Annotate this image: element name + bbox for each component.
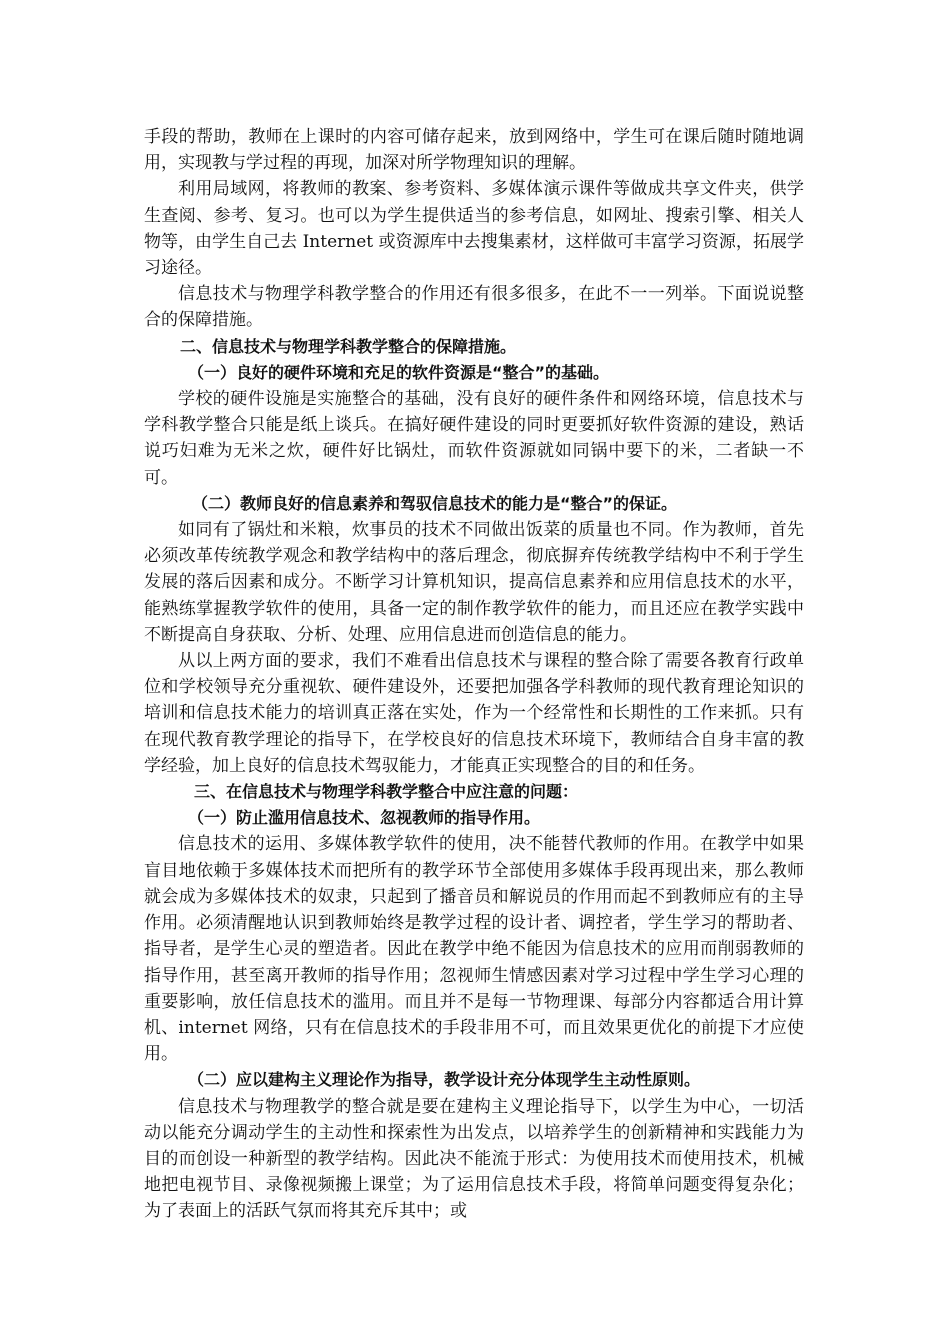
paragraph-teacher-literacy: 如同有了锅灶和米粮，炊事员的技术不同做出饭菜的质量也不同。作为教师，首先必须改革传统教学观念和教学结构中的落后理念，彻底摒弃传统教学结构中不利于学生发展的落后因素和成分。不断学习计算机知识，提高信息素养和应用信息技术的水平，能熟练掌握教学软件的使用，具备一定的制作教学软件的能力，而且还应在教学实践中不断提高自身获取、分析、处理、应用信息进而创造信息的能力。	[144, 520, 804, 645]
paragraph-constructivism: 信息技术与物理教学的整合就是要在建构主义理论指导下，以学生为中心，一切活动以能充分调动学生的主动性和探索性为出发点，以培养学生的创新精神和实践能力为目的而创设一种新型的教学结构。因此决不能流于形式：为使用技术而使用技术，机械地把电视节目、录像视频搬上课堂；为了运用信息技术手段，将简单问题变得复杂化；为了表面上的活跃气氛而将其充斥其中；或	[144, 1096, 804, 1222]
paragraph-transition: 信息技术与物理学科教学整合的作用还有很多很多，在此不一一列举。下面说说整合的保障措施。	[144, 284, 804, 331]
paragraph-requirements: 从以上两方面的要求，我们不难看出信息技术与课程的整合除了需要各教育行政单位和学校领导充分重视软、硬件建设外，还要把加强各学科教师的现代教育理论知识的培训和信息技术能力的培训真正落在实处，作为一个经常性和长期性的工作来抓。只有在现代教育教学理论的指导下，在学校良好的信息技术环境下，教师结合自身丰富的教学经验，加上良好的信息技术驾驭能力，才能真正实现整合的目的和任务。	[144, 651, 804, 776]
paragraph-continued: 手段的帮助，教师在上课时的内容可储存起来，放到网络中，学生可在课后随时随地调用，实现教与学过程的再现，加深对所学物理知识的理解。	[144, 127, 804, 174]
paragraph-avoid-abuse: 信息技术的运用、多媒体教学软件的使用，决不能替代教师的作用。在教学中如果盲目地依赖于多媒体技术而把所有的教学环节全部使用多媒体手段再现出来，那么教师就会成为多媒体技术的奴隶，只起到了播音员和解说员的作用而起不到教师应有的主导作用。必须清醒地认识到教师始终是教学过程的设计者、调控者，学生学习的帮助者、指导者，是学生心灵的塑造者。因此在教学中绝不能因为信息技术的应用而削弱教师的指导作用，甚至离开教师的指导作用；忽视师生情感因素对学习过程中学生学习心理的重要影响，放任信息技术的滥用。而且并不是每一节物理课、每部分内容都适合用计算机、internet 网络，只有在信息技术的手段非用不可，而且效果更优化的前提下才应使用。	[144, 834, 804, 1065]
section-heading-2: 二、信息技术与物理学科教学整合的保障措施。	[180, 336, 517, 356]
paragraph-lan-resources: 利用局域网，将教师的教案、参考资料、多媒体演示课件等做成共享文件夹，供学生查阅、参考、复习。也可以为学生提供适当的参考信息，如网址、搜索引擎、相关人物等，由学生自己去 Internet 或资源库中去搜集素材，这样做可丰富学习资源，拓展学习途径。	[144, 179, 804, 279]
subheading-2-2: （二）教师良好的信息素养和驾驭信息技术的能力是“整合”的保证。	[192, 493, 678, 513]
paragraph-hardware: 学校的硬件设施是实施整合的基础，没有良好的硬件条件和网络环境，信息技术与学科教学整合只能是纸上谈兵。在搞好硬件建设的同时更要抓好软件资源的建设，熟话说巧妇难为无米之炊，硬件好比锅灶，而软件资源就如同锅中要下的米，二者缺一不可。	[144, 389, 804, 488]
subheading-3-2: （二）应以建构主义理论作为指导，教学设计充分体现学生主动性原则。	[188, 1070, 701, 1090]
section-heading-3: 三、在信息技术与物理学科教学整合中应注意的问题：	[194, 782, 579, 802]
subheading-3-1: （一）防止滥用信息技术、忽视教师的指导作用。	[188, 808, 541, 828]
document-page	[144, 124, 804, 1225]
subheading-2-1: （一）良好的硬件环境和充足的软件资源是“整合”的基础。	[188, 362, 610, 382]
